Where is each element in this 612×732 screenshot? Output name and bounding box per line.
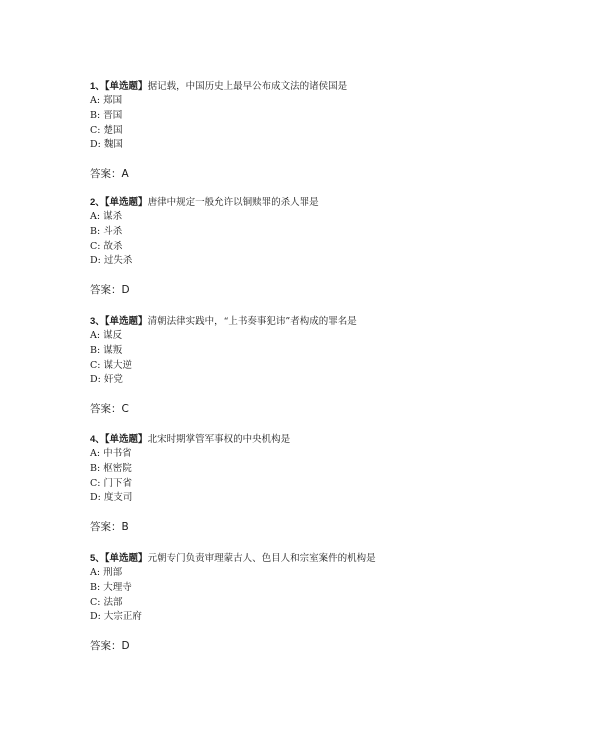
- option-d: D: 过失杀: [90, 255, 133, 267]
- option-b: B: 枢密院: [90, 462, 132, 474]
- question-1: [90, 80, 550, 181]
- option-c: C: 故杀: [90, 240, 123, 252]
- question-title: [90, 80, 550, 94]
- question-type: 【单选题】: [104, 316, 148, 327]
- answer-line: 答案：D: [90, 640, 130, 653]
- question-stem: 北宋时期掌管军事权的中央机构是: [147, 434, 291, 445]
- option-d: D: 奸党: [90, 374, 123, 386]
- answer-line: 答案：B: [90, 521, 129, 534]
- option-a: A: 谋反: [90, 330, 123, 341]
- question-type: 【单选题】: [104, 81, 148, 92]
- option-a: A: 中书省: [90, 448, 132, 459]
- question-number: 4、: [90, 434, 105, 445]
- option-c: C: 门下省: [90, 477, 132, 489]
- question-type: 【单选题】: [104, 434, 148, 445]
- option-a: A: 刑部: [90, 567, 123, 578]
- option-c: C: 法部: [90, 596, 123, 608]
- question-stem: 唐律中规定一般允许以铜赎罪的杀人罪是: [147, 197, 319, 208]
- question-number: 5、: [90, 553, 105, 564]
- answer-line: 答案：C: [90, 403, 129, 416]
- question-type: 【单选题】: [104, 197, 148, 208]
- option-b: B: 斗杀: [90, 225, 123, 237]
- question-stem: 元朝专门负责审理蒙古人、色目人和宗室案件的机构是: [147, 553, 376, 564]
- question-title: [90, 315, 550, 329]
- question-number: 2、: [90, 197, 105, 208]
- question-number: 3、: [90, 316, 105, 327]
- option-d: D: 大宗正府: [90, 611, 142, 623]
- question-3: [90, 315, 550, 416]
- question-title: [90, 552, 550, 566]
- answer-line: 答案：D: [90, 284, 130, 297]
- question-5: [90, 552, 550, 653]
- answer-line: 答案：A: [90, 168, 129, 181]
- question-number: 1、: [90, 81, 105, 92]
- question-title: [90, 196, 550, 210]
- option-b: B: 大理寺: [90, 581, 132, 593]
- option-b: B: 晋国: [90, 109, 123, 121]
- option-d: D: 度支司: [90, 492, 133, 504]
- option-c: C: 楚国: [90, 124, 123, 136]
- question-title: [90, 433, 550, 447]
- option-a: A: 郑国: [90, 95, 123, 106]
- question-stem: 据记载，中国历史上最早公布成文法的诸侯国是: [147, 81, 348, 92]
- question-2: [90, 196, 550, 297]
- question-type: 【单选题】: [104, 553, 148, 564]
- question-4: [90, 433, 550, 534]
- option-b: B: 谋叛: [90, 344, 123, 356]
- option-c: C: 谋大逆: [90, 359, 132, 371]
- option-a: A: 谋杀: [90, 211, 123, 222]
- option-d: D: 魏国: [90, 139, 123, 151]
- question-stem: 清朝法律实践中，“上书奏事犯讳”者构成的罪名是: [147, 316, 357, 327]
